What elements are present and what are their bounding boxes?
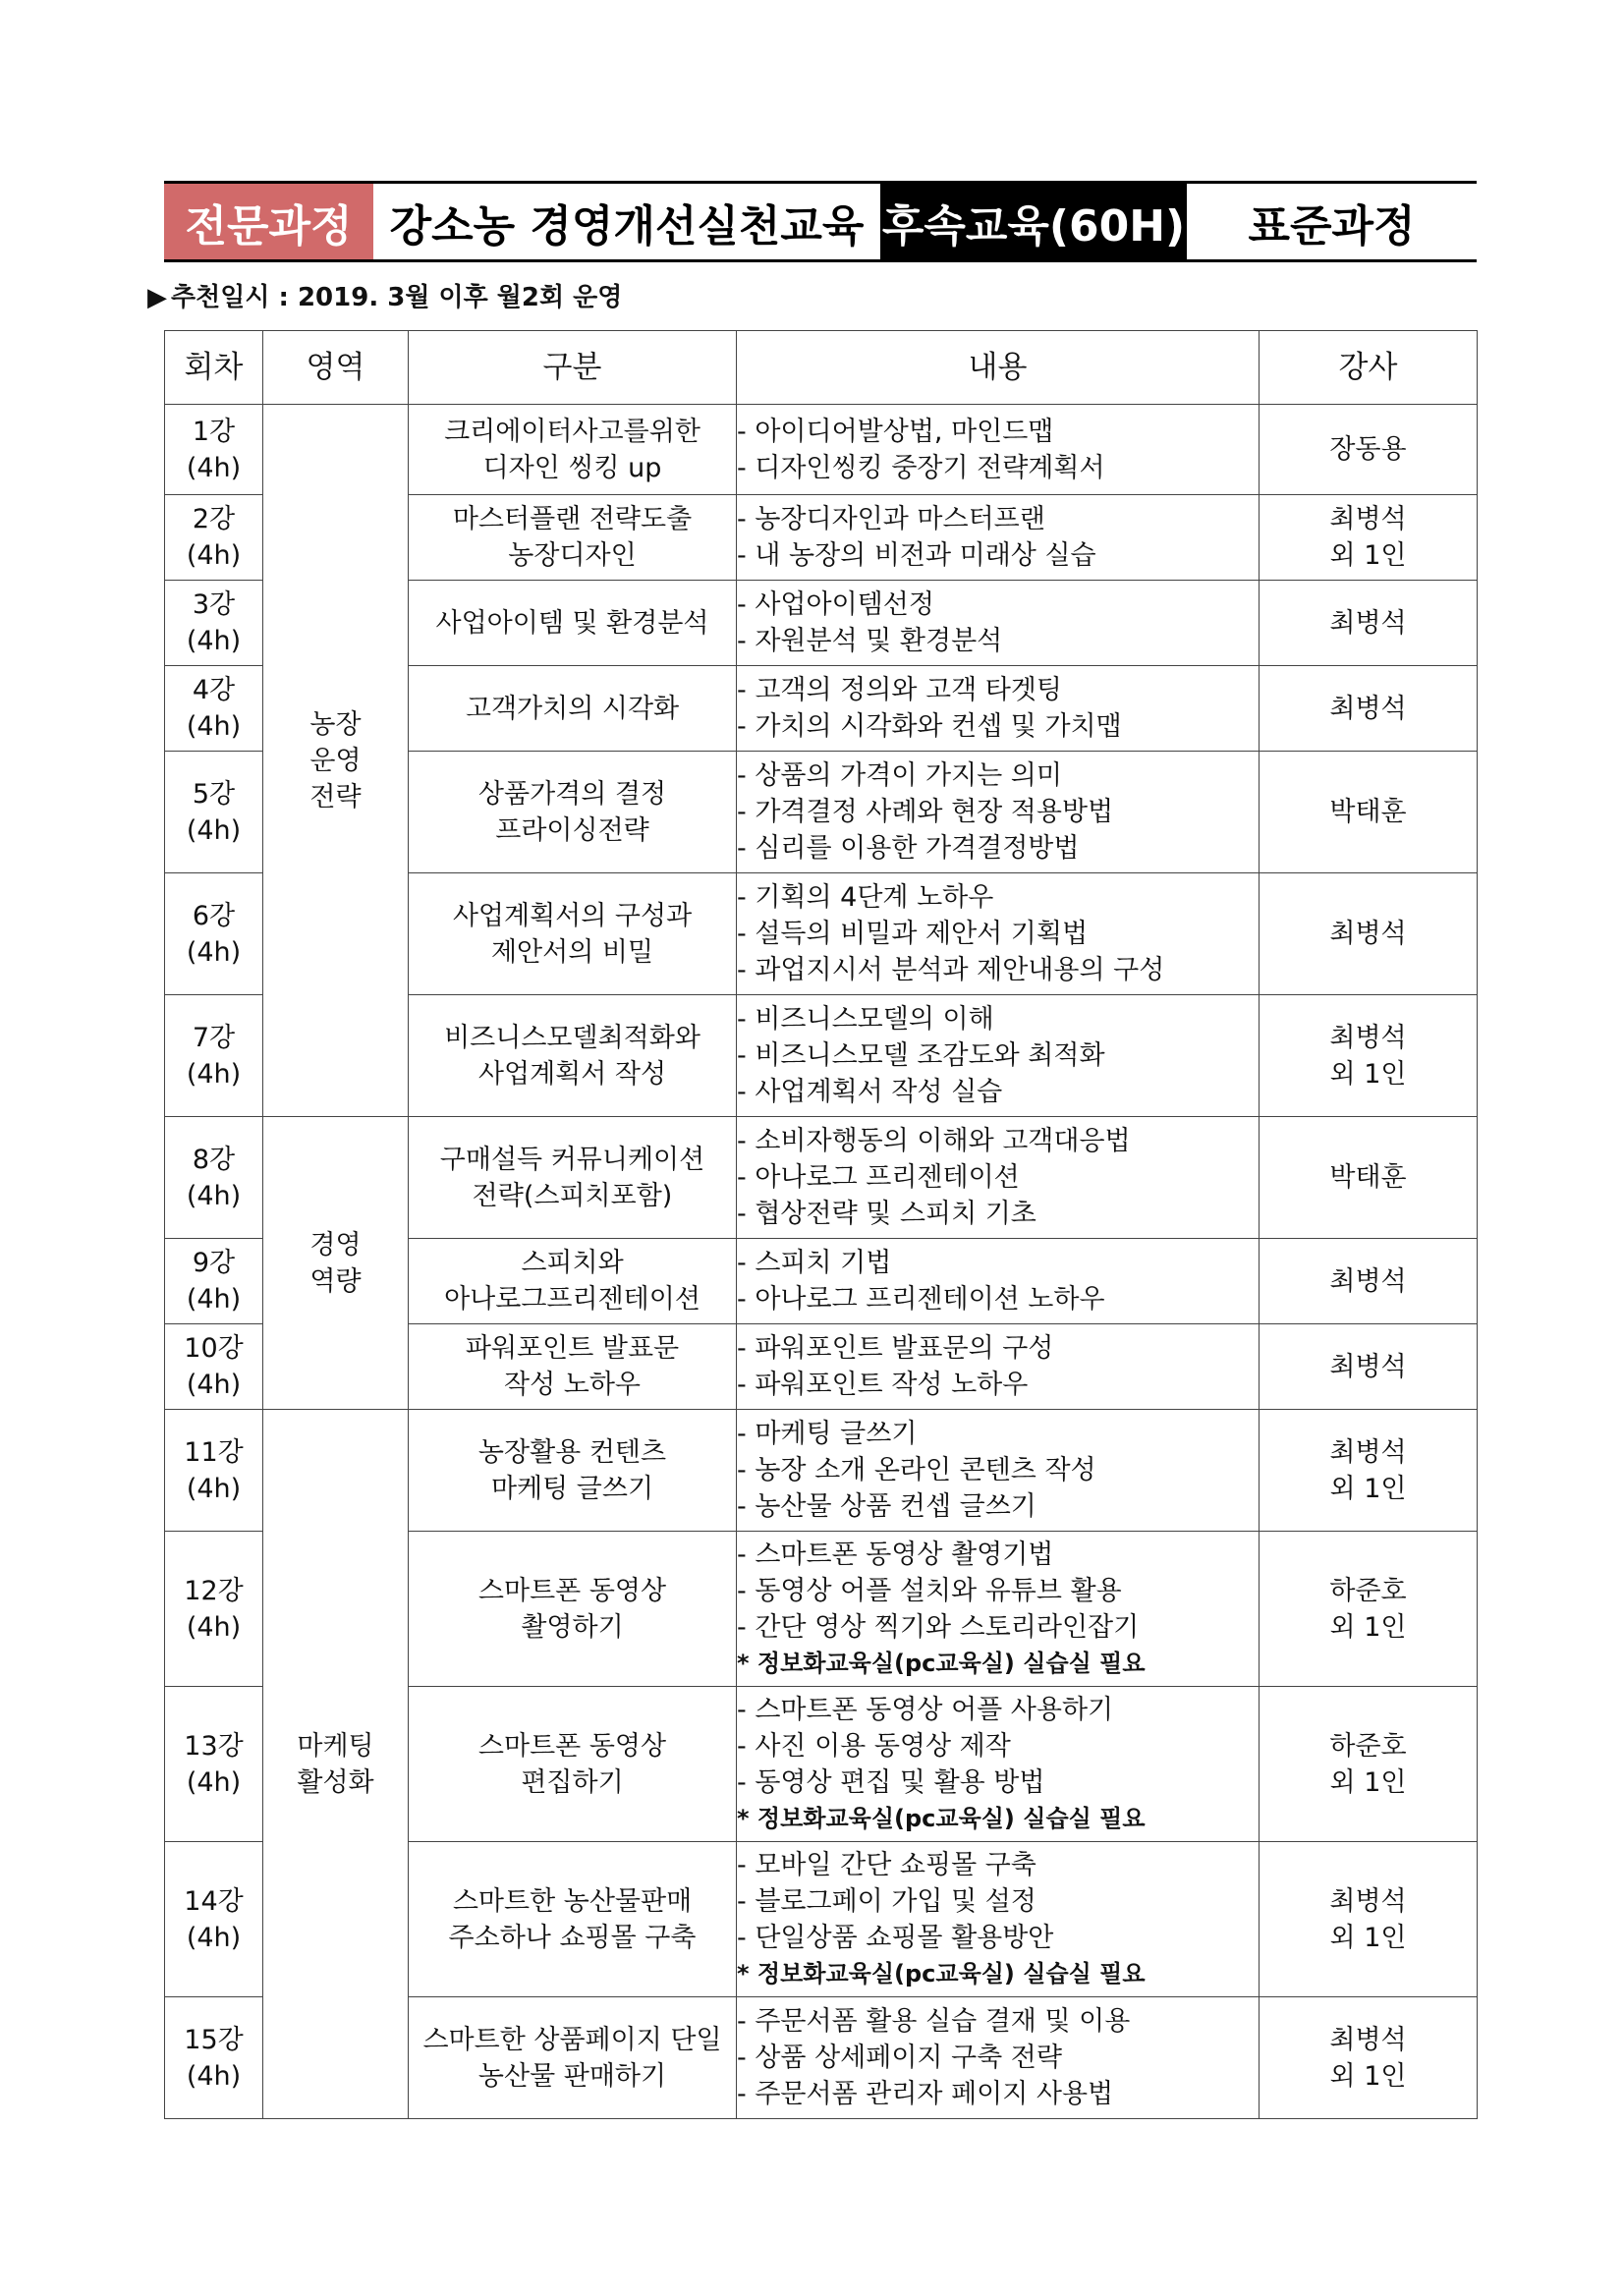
content-item: - 파워포인트 발표문의 구성	[737, 1333, 1054, 1364]
topic-text: 사업아이템 및 환경분석	[435, 607, 709, 639]
instructor-cell	[1260, 1687, 1478, 1842]
instructor-cell	[1260, 1842, 1478, 1997]
topic-cell	[409, 581, 737, 666]
session-text: 7강	[192, 1022, 236, 1053]
topic-text: 스피치와	[521, 1248, 624, 1278]
topic-cell	[409, 1842, 737, 1997]
schedule-table	[164, 330, 1478, 2119]
session-text: (4h)	[186, 936, 242, 968]
topic-text: 마케팅 글쓰기	[490, 1473, 654, 1504]
topic-text: 촬영하기	[521, 1611, 624, 1643]
content-item: - 아나로그 프리젠테이션 노하우	[737, 1284, 1105, 1315]
header-instructor: 강사	[1260, 331, 1478, 405]
content-item: - 사업아이템선정	[737, 589, 934, 620]
instructor-cell	[1260, 666, 1478, 752]
content-item: - 기획의 4단계 노하우	[737, 882, 994, 913]
session-cell	[165, 581, 263, 666]
instructor-cell	[1260, 1532, 1478, 1687]
session-cell	[165, 1324, 263, 1410]
area-text: 운영	[309, 745, 362, 776]
content-item: - 내 농장의 비전과 미래상 실습	[737, 540, 1096, 571]
session-cell	[165, 1532, 263, 1687]
content-cell	[737, 752, 1260, 873]
session-text: 8강	[192, 1144, 236, 1175]
header-area: 영역	[263, 331, 409, 405]
instructor-cell	[1260, 1239, 1478, 1324]
content-cell	[737, 873, 1260, 995]
instructor-cell	[1260, 873, 1478, 995]
area-text: 전략	[309, 781, 362, 812]
instructor-text: 외 1인	[1329, 1922, 1407, 1953]
recommend-schedule	[147, 277, 622, 313]
instructor-text: 최병석	[1329, 1351, 1407, 1382]
session-text: (4h)	[186, 452, 242, 483]
content-item: - 소비자행동의 이해와 고객대응법	[737, 1126, 1131, 1156]
topic-text: 아나로그프리젠테이션	[444, 1284, 700, 1315]
instructor-text: 최병석	[1329, 693, 1407, 724]
content-cell	[737, 1687, 1260, 1842]
session-cell	[165, 1410, 263, 1532]
instructor-text: 최병석	[1329, 1022, 1407, 1053]
table-row	[165, 405, 1478, 495]
content-item: - 디자인씽킹 중장기 전략계획서	[737, 452, 1105, 483]
content-item: - 가격결정 사례와 현장 적용방법	[737, 797, 1114, 827]
session-text: 12강	[184, 1575, 244, 1606]
content-item: - 과업지시서 분석과 제안내용의 구성	[737, 955, 1165, 985]
instructor-text: 장동용	[1329, 434, 1407, 465]
content-item: - 고객의 정의와 고객 타겟팅	[737, 675, 1062, 705]
instructor-text: 외 1인	[1329, 1766, 1407, 1798]
session-text: (4h)	[186, 814, 242, 846]
topic-text: 고객가치의 시각화	[465, 693, 680, 724]
area-cell	[263, 1410, 409, 2119]
instructor-text: 최병석	[1329, 607, 1407, 639]
lab-required-note: * 정보화교육실(pc교육실) 실습실 필요	[737, 1804, 1146, 1832]
topic-cell	[409, 1410, 737, 1532]
instructor-text: 외 1인	[1329, 1611, 1407, 1643]
area-text: 농장	[309, 708, 362, 740]
session-text: (4h)	[186, 626, 242, 656]
topic-cell	[409, 1997, 737, 2119]
instructor-text: 최병석	[1329, 2024, 1407, 2055]
content-item: - 단일상품 쇼핑몰 활용방안	[737, 1922, 1054, 1953]
content-item: - 주문서폼 관리자 페이지 사용법	[737, 2079, 1114, 2109]
instructor-text: 최병석	[1329, 504, 1407, 534]
content-item: - 간단 영상 찍기와 스토리라인잡기	[737, 1611, 1140, 1643]
instructor-text: 최병석	[1329, 1885, 1407, 1917]
header-session: 회차	[165, 331, 263, 405]
topic-text: 상품가격의 결정	[477, 778, 667, 810]
instructor-cell	[1260, 1410, 1478, 1532]
content-item: - 비즈니스모델의 이해	[737, 1004, 994, 1035]
area-text: 역량	[309, 1265, 362, 1297]
topic-text: 편집하기	[521, 1766, 624, 1798]
topic-text: 스마트폰 동영상	[477, 1575, 667, 1606]
content-item: - 동영상 편집 및 활용 방법	[737, 1766, 1045, 1798]
topic-text: 사업계획서 작성	[477, 1058, 667, 1090]
session-text: 5강	[192, 778, 236, 810]
area-cell	[263, 405, 409, 1117]
content-item: - 자원분석 및 환경분석	[737, 626, 1003, 656]
content-item: - 파워포인트 작성 노하우	[737, 1370, 1029, 1400]
content-cell	[737, 495, 1260, 581]
content-item: - 상품 상세페이지 구축 전략	[737, 2043, 1062, 2073]
topic-cell	[409, 752, 737, 873]
instructor-cell	[1260, 581, 1478, 666]
topic-text: 프라이싱전략	[495, 814, 649, 846]
standard-label: 표준과정	[1187, 184, 1477, 259]
lab-required-note: * 정보화교육실(pc교육실) 실습실 필요	[737, 1649, 1146, 1677]
topic-text: 비즈니스모델최적화와	[444, 1022, 700, 1053]
content-item: - 비즈니스모델 조감도와 최적화	[737, 1040, 1105, 1071]
lab-required-note: * 정보화교육실(pc교육실) 실습실 필요	[737, 1959, 1146, 1988]
content-item: - 사업계획서 작성 실습	[737, 1077, 1003, 1107]
session-text: (4h)	[186, 1473, 242, 1504]
content-cell	[737, 1997, 1260, 2119]
content-item: - 스피치 기법	[737, 1248, 892, 1278]
instructor-text: 하준호	[1329, 1575, 1407, 1606]
content-cell	[737, 1117, 1260, 1239]
table-row	[165, 1117, 1478, 1239]
content-item: - 심리를 이용한 가격결정방법	[737, 833, 1080, 864]
content-item: - 아이디어발상법, 마인드맵	[737, 416, 1054, 447]
header-content: 내용	[737, 331, 1260, 405]
topic-text: 파워포인트 발표문	[465, 1333, 680, 1364]
session-text: (4h)	[186, 1370, 242, 1400]
session-cell	[165, 666, 263, 752]
session-cell	[165, 1842, 263, 1997]
instructor-cell	[1260, 405, 1478, 495]
session-cell	[165, 405, 263, 495]
area-text: 활성화	[297, 1766, 374, 1798]
topic-text: 스마트폰 동영상	[477, 1730, 667, 1762]
content-item: - 협상전략 및 스피치 기초	[737, 1199, 1036, 1229]
content-cell	[737, 405, 1260, 495]
instructor-text: 외 1인	[1329, 1058, 1407, 1090]
content-item: - 스마트폰 동영상 촬영기법	[737, 1539, 1054, 1570]
instructor-cell	[1260, 752, 1478, 873]
content-item: - 농장디자인과 마스터프랜	[737, 504, 1045, 534]
session-text: 9강	[192, 1248, 236, 1278]
session-cell	[165, 1687, 263, 1842]
header-topic: 구분	[409, 331, 737, 405]
session-text: (4h)	[186, 540, 242, 571]
content-item: - 블로그페이 가입 및 설정	[737, 1885, 1036, 1917]
topic-text: 사업계획서의 구성과	[452, 900, 693, 931]
topic-cell	[409, 405, 737, 495]
topic-cell	[409, 495, 737, 581]
topic-text: 디자인 씽킹 up	[482, 452, 662, 483]
content-item: - 모바일 간단 쇼핑몰 구축	[737, 1849, 1036, 1880]
table-row	[165, 1410, 1478, 1532]
instructor-cell	[1260, 1324, 1478, 1410]
session-text: (4h)	[186, 711, 242, 742]
content-cell	[737, 995, 1260, 1117]
session-cell	[165, 752, 263, 873]
content-item: - 농산물 상품 컨셉 글쓰기	[737, 1491, 1036, 1522]
topic-text: 농장디자인	[508, 540, 637, 571]
session-text: (4h)	[186, 1180, 242, 1211]
content-item: - 농장 소개 온라인 콘텐츠 작성	[737, 1455, 1096, 1485]
topic-text: 스마트한 농산물판매	[452, 1885, 693, 1917]
topic-cell	[409, 666, 737, 752]
content-cell	[737, 1842, 1260, 1997]
topic-cell	[409, 1117, 737, 1239]
program-title: 강소농 경영개선실천교육	[373, 184, 880, 259]
topic-text: 농장활용 컨텐츠	[477, 1436, 667, 1468]
content-cell	[737, 666, 1260, 752]
instructor-text: 외 1인	[1329, 540, 1407, 571]
session-text: 6강	[192, 900, 236, 931]
content-cell	[737, 1532, 1260, 1687]
topic-cell	[409, 1532, 737, 1687]
session-text: 14강	[184, 1885, 244, 1917]
content-cell	[737, 581, 1260, 666]
topic-text: 스마트한 상품페이지 단일	[422, 2024, 722, 2055]
session-text: 10강	[184, 1333, 244, 1364]
session-text: 1강	[192, 416, 236, 447]
topic-cell	[409, 873, 737, 995]
course-header	[164, 181, 1477, 262]
topic-text: 마스터플랜 전략도출	[452, 504, 693, 534]
content-item: - 스마트폰 동영상 어플 사용하기	[737, 1694, 1114, 1725]
area-cell	[263, 1117, 409, 1410]
topic-text: 주소하나 쇼핑몰 구축	[448, 1922, 697, 1953]
topic-text: 작성 노하우	[504, 1370, 641, 1400]
instructor-text: 최병석	[1329, 919, 1407, 949]
topic-text: 전략(스피치포함)	[472, 1180, 673, 1211]
topic-text: 농산물 판매하기	[477, 2060, 667, 2092]
instructor-cell	[1260, 1117, 1478, 1239]
session-text: (4h)	[186, 1058, 242, 1090]
session-cell	[165, 1117, 263, 1239]
instructor-cell	[1260, 495, 1478, 581]
category-label: 전문과정	[164, 184, 373, 259]
triangle-marker-icon: ▶	[147, 283, 167, 312]
topic-text: 크리에이터사고를위한	[444, 416, 700, 447]
content-item: - 가치의 시각화와 컨셉 및 가치맵	[737, 711, 1122, 742]
topic-cell	[409, 995, 737, 1117]
session-cell	[165, 995, 263, 1117]
content-item: - 동영상 어플 설치와 유튜브 활용	[737, 1575, 1122, 1606]
content-cell	[737, 1324, 1260, 1410]
session-text: (4h)	[186, 1611, 242, 1643]
session-text: 3강	[192, 589, 236, 620]
session-text: 4강	[192, 675, 236, 705]
instructor-cell	[1260, 995, 1478, 1117]
session-cell	[165, 873, 263, 995]
instructor-text: 외 1인	[1329, 2060, 1407, 2092]
instructor-text: 최병석	[1329, 1436, 1407, 1468]
session-text: (4h)	[186, 2060, 242, 2092]
instructor-text: 박태훈	[1329, 797, 1407, 827]
instructor-text: 최병석	[1329, 1265, 1407, 1297]
topic-cell	[409, 1324, 737, 1410]
content-item: - 마케팅 글쓰기	[737, 1419, 918, 1449]
content-item: - 설득의 비밀과 제안서 기획법	[737, 919, 1089, 949]
topic-cell	[409, 1239, 737, 1324]
topic-text: 구매설득 커뮤니케이션	[439, 1144, 705, 1175]
instructor-cell	[1260, 1997, 1478, 2119]
content-item: - 아나로그 프리젠테이션	[737, 1162, 1020, 1193]
content-item: - 상품의 가격이 가지는 의미	[737, 760, 1062, 791]
session-text: 2강	[192, 504, 236, 534]
session-text: 11강	[184, 1436, 244, 1468]
follow-up-label: 후속교육(60H)	[880, 184, 1187, 259]
instructor-text: 외 1인	[1329, 1473, 1407, 1504]
content-item: - 사진 이용 동영상 제작	[737, 1730, 1011, 1762]
recommend-text: 추천일시 : 2019. 3월 이후 월2회 운영	[171, 283, 623, 312]
topic-cell	[409, 1687, 737, 1842]
area-text: 경영	[309, 1229, 362, 1260]
session-text: (4h)	[186, 1922, 242, 1953]
session-cell	[165, 1239, 263, 1324]
session-text: (4h)	[186, 1284, 242, 1315]
area-text: 마케팅	[297, 1730, 374, 1762]
content-cell	[737, 1239, 1260, 1324]
instructor-text: 하준호	[1329, 1730, 1407, 1762]
session-text: (4h)	[186, 1766, 242, 1798]
content-cell	[737, 1410, 1260, 1532]
content-item: - 주문서폼 활용 실습 결재 및 이용	[737, 2006, 1131, 2037]
session-text: 13강	[184, 1730, 244, 1762]
topic-text: 제안서의 비밀	[490, 936, 654, 968]
table-header-row	[165, 331, 1478, 405]
session-text: 15강	[184, 2024, 244, 2055]
session-cell	[165, 495, 263, 581]
session-cell	[165, 1997, 263, 2119]
instructor-text: 박태훈	[1329, 1162, 1407, 1193]
